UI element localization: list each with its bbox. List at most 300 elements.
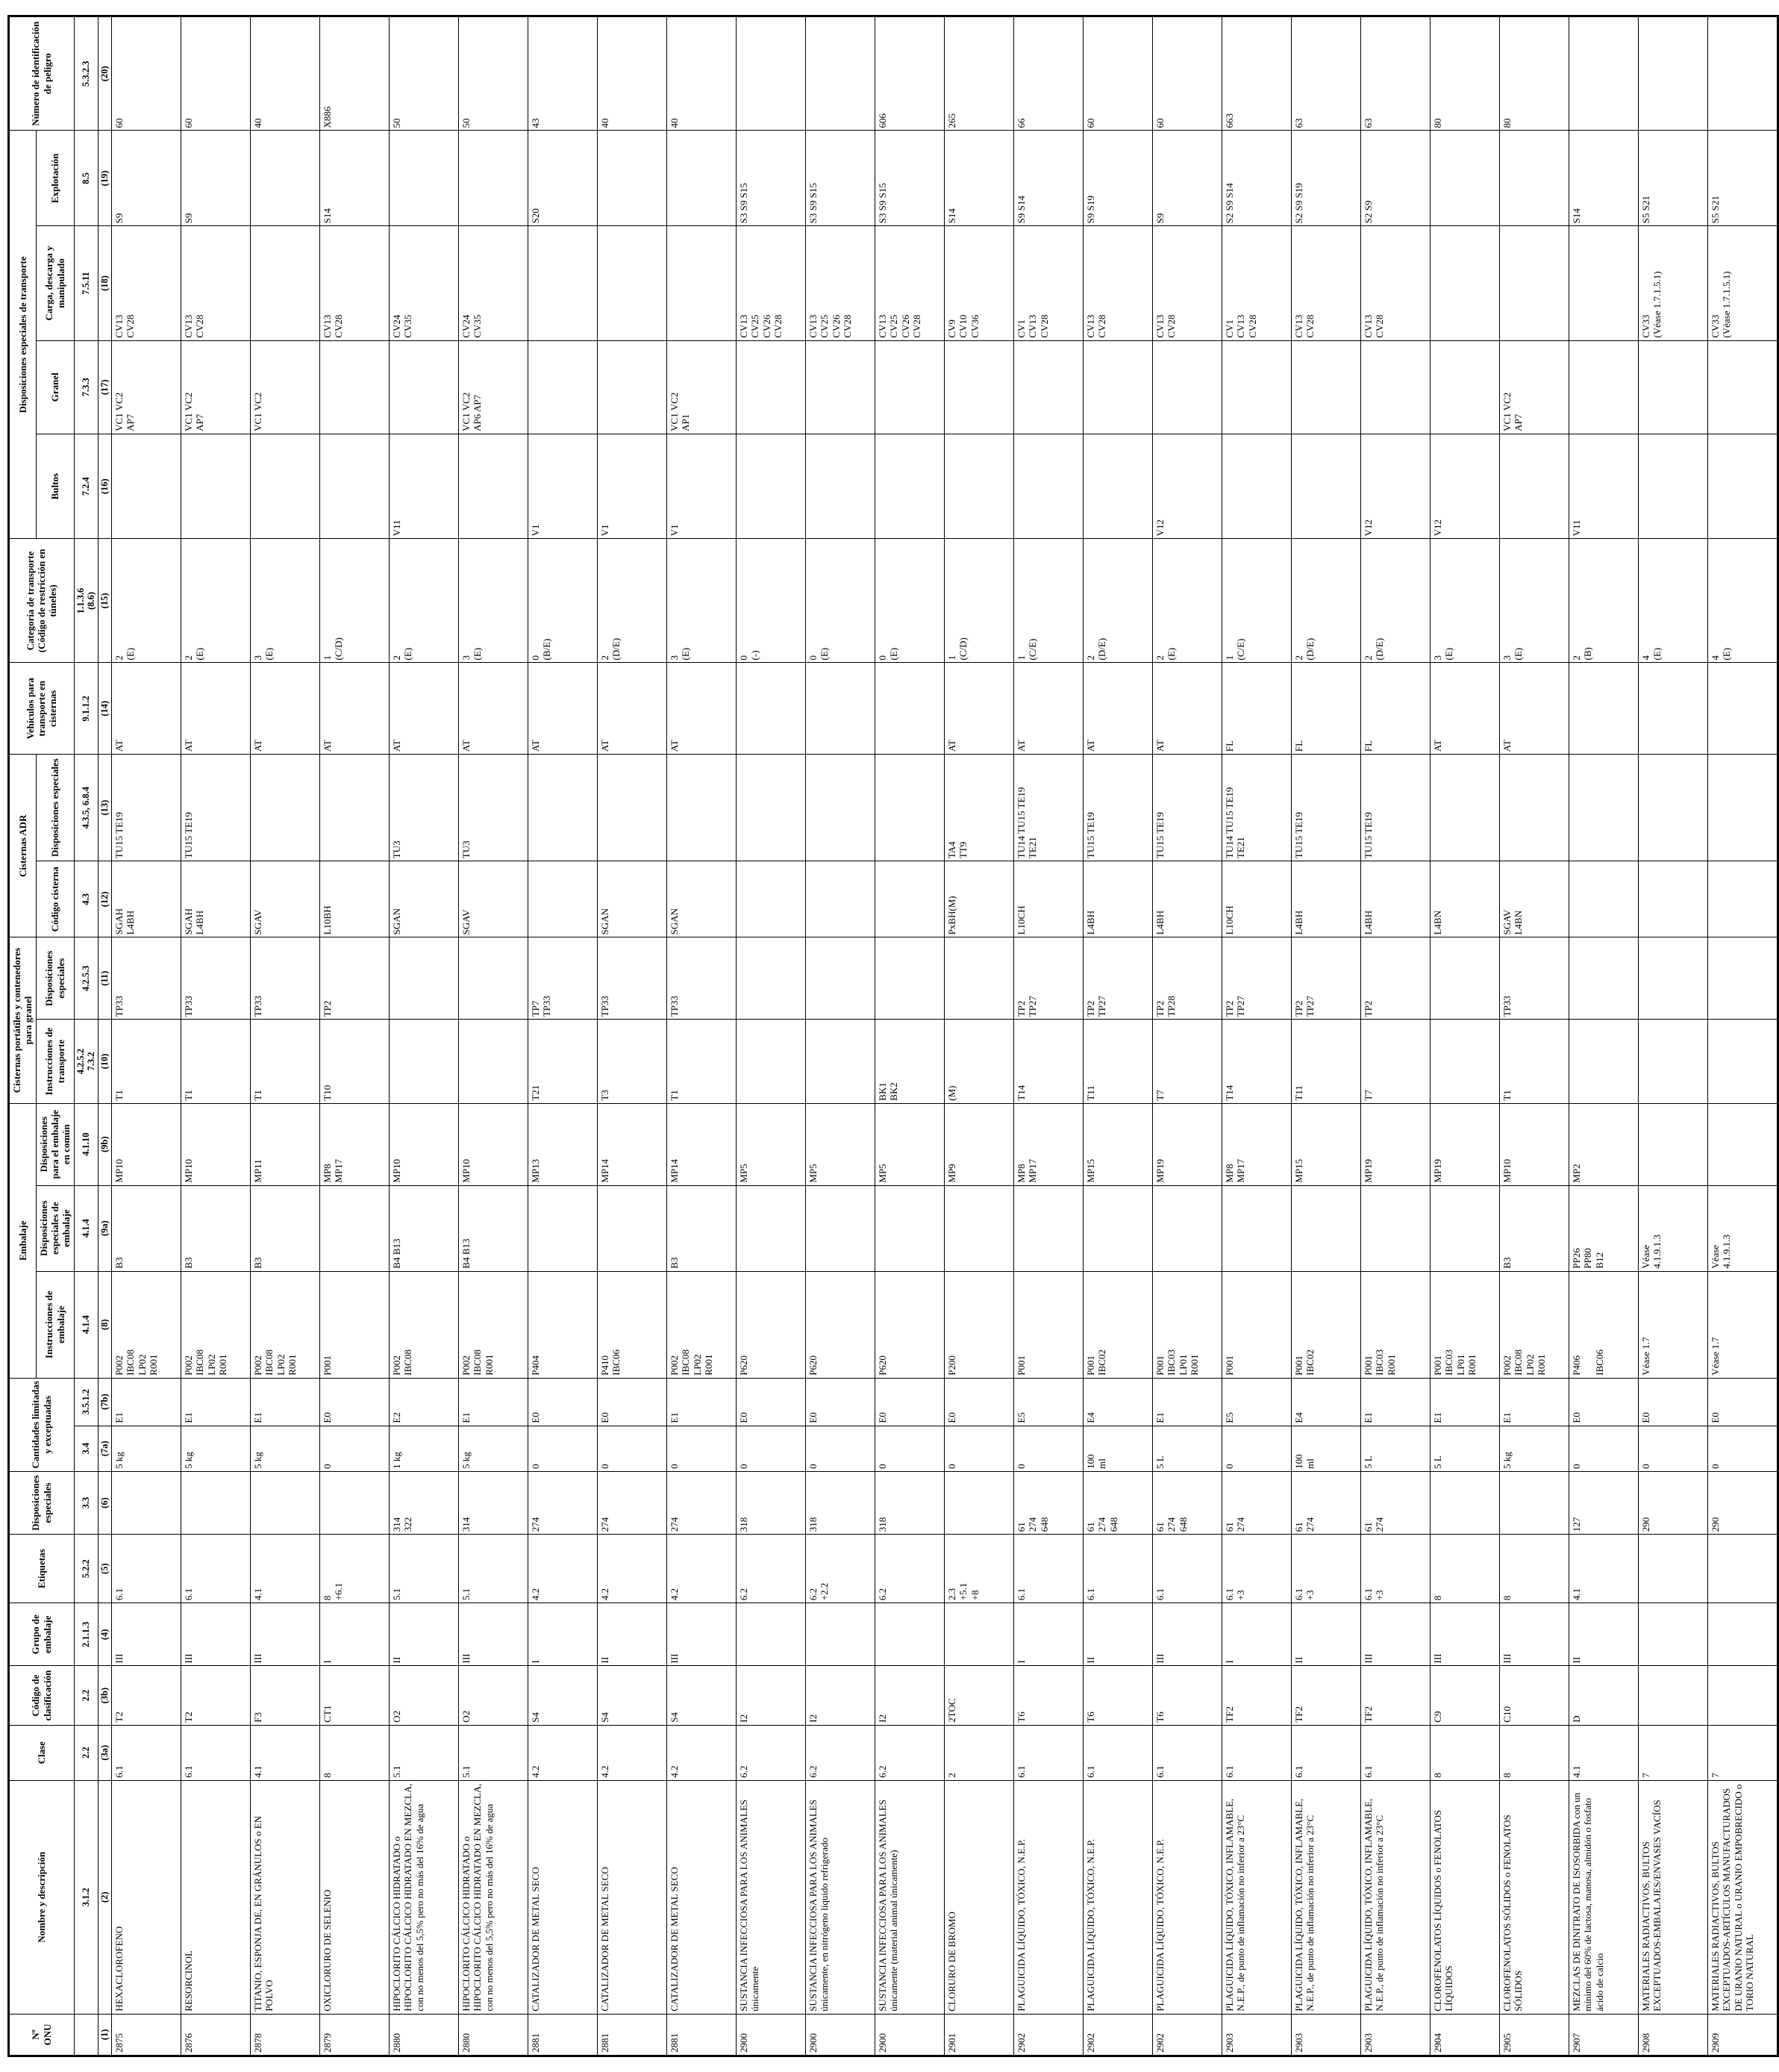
table-cell: 4 (E) xyxy=(1638,539,1707,663)
table-cell: I xyxy=(528,1603,597,1666)
table-cell xyxy=(1083,1185,1152,1271)
table-cell xyxy=(1152,1185,1222,1271)
un-number-cell: 2881 xyxy=(666,2014,736,2056)
table-row xyxy=(1499,16,1569,2056)
table-cell xyxy=(805,937,875,1020)
table-cell xyxy=(736,755,805,861)
table-cell xyxy=(944,937,1013,1020)
table-cell: V12 xyxy=(1360,434,1430,539)
substance-name-cell: PLAGUICIDA LÍQUIDO, TÓXICO, N.E.P. xyxy=(1013,1780,1083,2014)
table-cell: 0 xyxy=(597,1426,666,1471)
substance-name-cell: HIPOCLORITO CÁLCICO HIDRATADO o HIPOCLORITO CÁLCICO HIDRATADO EN MEZCLA, con no menos del 5,5% pero no más del 16% de agua xyxy=(389,1780,458,2014)
table-cell xyxy=(528,1185,597,1271)
header-packages: Bultos xyxy=(36,434,74,539)
reference-cell: 2.1.1.3 xyxy=(74,1603,99,1666)
table-cell xyxy=(319,755,389,861)
table-cell: E4 xyxy=(1291,1378,1360,1426)
table-cell xyxy=(528,340,597,434)
table-row xyxy=(666,16,736,2056)
table-cell: V1 xyxy=(666,434,736,539)
table-cell: AT xyxy=(666,663,736,755)
table-cell xyxy=(319,1185,389,1271)
table-cell: T2 xyxy=(181,1666,250,1725)
table-cell: 314 xyxy=(458,1471,528,1534)
table-cell: AT xyxy=(1430,663,1499,755)
column-number-cell: (19) xyxy=(99,131,112,226)
substance-name-cell: CLORURO DE BROMO xyxy=(944,1780,1013,2014)
table-cell xyxy=(875,1185,944,1271)
table-header xyxy=(9,16,112,2056)
table-cell: E0 xyxy=(805,1378,875,1426)
table-cell: L4BH xyxy=(1291,861,1360,937)
table-cell xyxy=(736,1020,805,1103)
table-row xyxy=(1638,16,1707,2056)
table-row xyxy=(319,16,389,2056)
table-cell: P002 IBC08 xyxy=(389,1271,458,1378)
table-cell: C9 xyxy=(1430,1666,1499,1725)
table-cell: L10CH xyxy=(1013,861,1083,937)
table-cell: 40 xyxy=(250,16,319,131)
table-cell: D xyxy=(1569,1666,1638,1725)
un-number-cell: 2905 xyxy=(1499,2014,1569,2056)
reference-cell xyxy=(74,2014,99,2056)
un-number-cell: 2880 xyxy=(458,2014,528,2056)
table-cell xyxy=(111,434,181,539)
table-cell: SGAN xyxy=(389,861,458,937)
table-cell: 318 xyxy=(736,1471,805,1534)
reference-cell: 4.3.5, 6.8.4 xyxy=(74,755,99,861)
table-cell: 4.2 xyxy=(597,1725,666,1780)
table-cell: 0 xyxy=(944,1426,1013,1471)
table-cell: 4.2 xyxy=(528,1535,597,1603)
table-cell: 60 xyxy=(181,16,250,131)
table-cell xyxy=(1638,1103,1707,1185)
table-cell xyxy=(1360,1185,1430,1271)
table-cell: TU3 xyxy=(389,755,458,861)
table-cell: E0 xyxy=(1638,1378,1707,1426)
table-cell xyxy=(1707,434,1778,539)
table-cell: AT xyxy=(528,663,597,755)
un-number-cell: 2900 xyxy=(875,2014,944,2056)
table-cell xyxy=(319,434,389,539)
table-cell: 50 xyxy=(458,16,528,131)
reference-cell: 3.5.1.2 xyxy=(74,1378,99,1426)
table-cell: 61 274 648 xyxy=(1152,1471,1222,1534)
table-cell xyxy=(319,340,389,434)
column-number-cell: (5) xyxy=(99,1535,112,1603)
un-number-cell: 2880 xyxy=(389,2014,458,2056)
substance-name-cell: SUSTANCIA INFECCIOSA PARA LOS ANIMALES únicamente, en nitrógeno líquido refrigerado xyxy=(805,1780,875,2014)
table-cell: I2 xyxy=(736,1666,805,1725)
table-cell: L10CH xyxy=(1222,861,1291,937)
table-cell: S2 S9 xyxy=(1360,131,1430,226)
column-number-cell: (1) xyxy=(99,2014,112,2056)
reference-cell: 3.1.2 xyxy=(74,1780,99,2014)
table-cell: TF2 xyxy=(1222,1666,1291,1725)
table-cell: 0 xyxy=(666,1426,736,1471)
un-number-cell: 2881 xyxy=(597,2014,666,2056)
table-cell xyxy=(875,1603,944,1666)
table-cell: CV24 CV35 xyxy=(458,226,528,340)
table-cell: 6.1 xyxy=(1013,1535,1083,1603)
table-cell: 606 xyxy=(875,16,944,131)
table-cell: PxBH(M) xyxy=(944,861,1013,937)
table-cell: CV24 CV35 xyxy=(389,226,458,340)
table-cell: 4.2 xyxy=(528,1725,597,1780)
table-cell: 0 xyxy=(875,1426,944,1471)
table-cell: 1 (C/D) xyxy=(319,539,389,663)
table-cell: E0 xyxy=(1569,1378,1638,1426)
table-cell xyxy=(944,1471,1013,1534)
table-cell: E1 xyxy=(181,1378,250,1426)
table-cell: CV13 CV25 CV26 CV28 xyxy=(875,226,944,340)
table-cell xyxy=(528,755,597,861)
table-cell: C10 xyxy=(1499,1666,1569,1725)
header-adr-tank-special: Disposiciones especiales xyxy=(36,755,74,861)
table-cell: T7 xyxy=(1152,1020,1222,1103)
table-row xyxy=(528,16,597,2056)
table-cell: MP15 xyxy=(1291,1103,1360,1185)
table-cell: E4 xyxy=(1083,1378,1152,1426)
table-cell: V1 xyxy=(528,434,597,539)
table-cell xyxy=(597,755,666,861)
column-number-cell: (18) xyxy=(99,226,112,340)
table-cell xyxy=(1638,434,1707,539)
table-cell: III xyxy=(181,1603,250,1666)
table-cell xyxy=(597,131,666,226)
table-cell: 6.1 xyxy=(1360,1725,1430,1780)
table-cell xyxy=(458,434,528,539)
table-cell: L4BH xyxy=(1360,861,1430,937)
table-cell: 0 xyxy=(1013,1426,1083,1471)
table-cell: B4 B13 xyxy=(458,1185,528,1271)
table-cell xyxy=(805,340,875,434)
dangerous-goods-table-wrapper xyxy=(7,15,1755,2057)
table-cell: SGAH L4BH xyxy=(111,861,181,937)
table-cell: P001 xyxy=(1222,1271,1291,1378)
un-number-cell: 2900 xyxy=(736,2014,805,2056)
table-cell: 5 kg xyxy=(181,1426,250,1471)
table-cell: L4BH xyxy=(1083,861,1152,937)
substance-name-cell: CATALIZADOR DE METAL SECO xyxy=(597,1780,666,2014)
un-number-cell: 2902 xyxy=(1013,2014,1083,2056)
table-cell xyxy=(458,1020,528,1103)
substance-name-cell: MATERIALES RADIACTIVOS, BULTOS EXCEPTUADOS-ARTÍCULOS MANUFACTURADOS DE URANIO NATURAL o URANIO EMPOBRECIDO o TORIO NATURAL xyxy=(1707,1780,1778,2014)
table-cell: 0 xyxy=(1569,1426,1638,1471)
table-cell: 8 xyxy=(319,1725,389,1780)
table-cell: 3 (E) xyxy=(250,539,319,663)
reference-cell: 7.3.3 xyxy=(74,340,99,434)
table-cell: SGAN xyxy=(666,861,736,937)
table-cell: V12 xyxy=(1152,434,1222,539)
table-cell: B3 xyxy=(1499,1185,1569,1271)
table-cell: TP2 xyxy=(319,937,389,1020)
table-cell: 66 xyxy=(1013,16,1083,131)
table-cell: S14 xyxy=(944,131,1013,226)
column-number-cell: (11) xyxy=(99,937,112,1020)
table-cell: AT xyxy=(458,663,528,755)
table-cell: T14 xyxy=(1013,1020,1083,1103)
table-cell xyxy=(1569,226,1638,340)
table-cell: TU14 TU15 TE19 TE21 xyxy=(1222,755,1291,861)
table-cell: III xyxy=(1360,1603,1430,1666)
table-cell: 6.1 xyxy=(1013,1725,1083,1780)
table-cell: 5.1 xyxy=(389,1535,458,1603)
table-row xyxy=(389,16,458,2056)
table-cell xyxy=(1499,131,1569,226)
table-cell xyxy=(319,1471,389,1534)
table-cell xyxy=(666,131,736,226)
table-cell: 318 xyxy=(875,1471,944,1534)
table-cell xyxy=(1638,1535,1707,1603)
table-cell: BK1 BK2 xyxy=(875,1020,944,1103)
table-cell: 6.1 xyxy=(1222,1725,1291,1780)
table-cell: TU15 TE19 xyxy=(1291,755,1360,861)
table-cell: T6 xyxy=(1083,1666,1152,1725)
table-cell: T11 xyxy=(1291,1020,1360,1103)
table-cell: E0 xyxy=(528,1378,597,1426)
table-cell xyxy=(805,1020,875,1103)
table-cell: 61 274 648 xyxy=(1013,1471,1083,1534)
table-cell: E0 xyxy=(736,1378,805,1426)
column-number-cell: (4) xyxy=(99,1603,112,1666)
table-cell: 0 xyxy=(1707,1426,1778,1471)
table-cell: SGAV L4BN xyxy=(1499,861,1569,937)
table-cell: TP2 TP27 xyxy=(1291,937,1360,1020)
header-labels: Etiquetas xyxy=(9,1535,75,1603)
table-cell: 2TOC xyxy=(944,1666,1013,1725)
table-cell: T6 xyxy=(1152,1666,1222,1725)
table-cell: 2 (B) xyxy=(1569,539,1638,663)
table-cell: 5 L xyxy=(1152,1426,1222,1471)
header-packing-group: Grupo de embalaje xyxy=(9,1603,75,1666)
table-cell: TU14 TU15 TE19 TE21 xyxy=(1013,755,1083,861)
table-cell: Véase 4.1.9.1.3 xyxy=(1707,1185,1778,1271)
reference-cell: 1.1.3.6 (8.6) xyxy=(74,539,99,663)
table-cell: B4 B13 xyxy=(389,1185,458,1271)
table-row xyxy=(1569,16,1638,2056)
table-cell xyxy=(944,434,1013,539)
table-cell xyxy=(736,937,805,1020)
table-cell: III xyxy=(666,1603,736,1666)
header-special-provisions: Disposiciones especiales xyxy=(9,1471,75,1534)
table-cell: S2 S9 S14 xyxy=(1222,131,1291,226)
table-cell: 60 xyxy=(1083,16,1152,131)
table-cell: Véase 4.1.9.1.3 xyxy=(1638,1185,1707,1271)
table-cell xyxy=(736,861,805,937)
table-cell: P002 IBC08 R001 xyxy=(458,1271,528,1378)
table-cell: E2 xyxy=(389,1378,458,1426)
column-number-cell: (6) xyxy=(99,1471,112,1534)
header-special-packing-provisions: Disposiciones especiales de embalaje xyxy=(36,1185,74,1271)
table-cell xyxy=(1569,937,1638,1020)
table-cell: L4BH xyxy=(1152,861,1222,937)
table-cell: 2 (D/E) xyxy=(1360,539,1430,663)
table-cell: MP19 xyxy=(1430,1103,1499,1185)
reference-cell: 4.1.4 xyxy=(74,1271,99,1378)
reference-cell: 4.1.4 xyxy=(74,1185,99,1271)
table-cell xyxy=(1430,1020,1499,1103)
header-limited-quantities: Cantidades limitadas y exceptuadas xyxy=(9,1378,75,1471)
table-cell: II xyxy=(389,1603,458,1666)
table-cell: 4.1 xyxy=(250,1725,319,1780)
table-cell: 7 xyxy=(1707,1725,1778,1780)
table-cell xyxy=(1707,1103,1778,1185)
table-cell xyxy=(1430,755,1499,861)
table-cell: 1 (C/D) xyxy=(944,539,1013,663)
table-cell: 3 (E) xyxy=(1430,539,1499,663)
table-cell: 3 (E) xyxy=(666,539,736,663)
table-cell: 6.2 xyxy=(736,1535,805,1603)
table-row xyxy=(1083,16,1152,2056)
table-cell xyxy=(458,131,528,226)
table-cell: 2 (E) xyxy=(111,539,181,663)
table-cell: CT1 xyxy=(319,1666,389,1725)
column-number-cell: (20) xyxy=(99,16,112,131)
table-cell xyxy=(389,340,458,434)
table-cell: III xyxy=(1430,1603,1499,1666)
table-cell: AT xyxy=(1499,663,1569,755)
table-cell: MP15 xyxy=(1083,1103,1152,1185)
table-cell: E0 xyxy=(1707,1378,1778,1426)
table-cell: 8 xyxy=(1430,1725,1499,1780)
table-cell: P001 IBC03 LP01 R001 xyxy=(1430,1271,1499,1378)
table-cell: P001 xyxy=(1013,1271,1083,1378)
table-cell: 0 xyxy=(736,1426,805,1471)
table-cell: 1 (C/E) xyxy=(1013,539,1083,663)
reference-cell: 5.3.2.3 xyxy=(74,16,99,131)
table-cell: 265 xyxy=(944,16,1013,131)
table-cell xyxy=(1707,755,1778,861)
table-cell xyxy=(1430,1471,1499,1534)
table-cell: 318 xyxy=(805,1471,875,1534)
table-cell: AT xyxy=(319,663,389,755)
table-cell: P001 IBC02 xyxy=(1291,1271,1360,1378)
reference-cell: 4.2.5.3 xyxy=(74,937,99,1020)
table-cell xyxy=(805,861,875,937)
un-number-cell: 2878 xyxy=(250,2014,319,2056)
table-cell: O2 xyxy=(389,1666,458,1725)
table-cell: 5 L xyxy=(1430,1426,1499,1471)
dangerous-goods-table xyxy=(7,15,1779,2057)
table-cell: P410 IBC06 xyxy=(597,1271,666,1378)
table-cell: FL xyxy=(1291,663,1360,755)
table-cell xyxy=(875,861,944,937)
table-cell xyxy=(805,1185,875,1271)
table-cell: 6.1 xyxy=(111,1535,181,1603)
table-cell xyxy=(1360,340,1430,434)
table-cell: S3 S9 S15 xyxy=(805,131,875,226)
table-cell: F3 xyxy=(250,1666,319,1725)
table-cell: E0 xyxy=(597,1378,666,1426)
table-cell xyxy=(250,131,319,226)
table-cell: TP2 TP27 xyxy=(1083,937,1152,1020)
table-cell: II xyxy=(1569,1603,1638,1666)
reference-cell: 3.4 xyxy=(74,1426,99,1471)
table-cell: 663 xyxy=(1222,16,1291,131)
table-row xyxy=(458,16,528,2056)
table-cell: TP2 TP27 xyxy=(1222,937,1291,1020)
table-cell: TF2 xyxy=(1360,1666,1430,1725)
table-cell: 100 ml xyxy=(1083,1426,1152,1471)
table-cell: MP2 xyxy=(1569,1103,1638,1185)
header-vehicle-tank: Vehículos para transporte en cisternas xyxy=(9,663,75,755)
table-cell: SGAH L4BH xyxy=(181,861,250,937)
header-operation: Explotación xyxy=(36,131,74,226)
table-cell: I xyxy=(319,1603,389,1666)
table-cell: 6.1 xyxy=(1291,1725,1360,1780)
table-cell: MP5 xyxy=(736,1103,805,1185)
table-cell: P404 xyxy=(528,1271,597,1378)
table-cell: P002 IBC08 LP02 R001 xyxy=(111,1271,181,1378)
table-cell xyxy=(1083,340,1152,434)
table-cell: CV13 CV28 xyxy=(1152,226,1222,340)
table-cell: T11 xyxy=(1083,1020,1152,1103)
table-cell: 6.1 xyxy=(1083,1725,1152,1780)
column-number-cell: (16) xyxy=(99,434,112,539)
table-cell xyxy=(1638,1603,1707,1666)
table-cell: 40 xyxy=(666,16,736,131)
table-cell: MP14 xyxy=(597,1103,666,1185)
table-cell: TU15 TE19 xyxy=(1360,755,1430,861)
table-cell xyxy=(389,937,458,1020)
table-cell: I2 xyxy=(875,1666,944,1725)
table-cell: MP14 xyxy=(666,1103,736,1185)
table-cell xyxy=(1499,226,1569,340)
table-cell: MP10 xyxy=(111,1103,181,1185)
table-cell: I xyxy=(1013,1603,1083,1666)
table-cell: 6.1 xyxy=(181,1535,250,1603)
table-cell xyxy=(250,755,319,861)
substance-name-cell: CATALIZADOR DE METAL SECO xyxy=(528,1780,597,2014)
table-cell: MP5 xyxy=(805,1103,875,1185)
column-number-cell: (13) xyxy=(99,755,112,861)
reference-cell: 2.2 xyxy=(74,1725,99,1780)
table-cell: 8 xyxy=(1499,1535,1569,1603)
header-tank-code: Código cisterna xyxy=(36,861,74,937)
table-cell xyxy=(875,755,944,861)
table-cell: TU3 xyxy=(458,755,528,861)
table-cell: III xyxy=(111,1603,181,1666)
table-cell: 7 xyxy=(1638,1725,1707,1780)
table-cell: 40 xyxy=(597,16,666,131)
table-cell: 5 kg xyxy=(250,1426,319,1471)
table-cell xyxy=(1430,340,1499,434)
table-cell xyxy=(1638,1666,1707,1725)
table-cell: P200 xyxy=(944,1271,1013,1378)
table-cell xyxy=(875,663,944,755)
table-cell: 2 (E) xyxy=(389,539,458,663)
column-number-cell: (7a) xyxy=(99,1426,112,1471)
substance-name-cell: TITANIO, ESPONJA DE, EN GRÁNULOS o EN POLVO xyxy=(250,1780,319,2014)
table-cell: P001 xyxy=(319,1271,389,1378)
table-row xyxy=(736,16,805,2056)
table-cell: 6.2 xyxy=(875,1725,944,1780)
table-cell: 2.3 +5.1 +8 xyxy=(944,1535,1013,1603)
table-row xyxy=(1430,16,1499,2056)
table-cell: 0 (E) xyxy=(875,539,944,663)
un-number-cell: 2903 xyxy=(1222,2014,1291,2056)
table-row xyxy=(875,16,944,2056)
substance-name-cell: CATALIZADOR DE METAL SECO xyxy=(666,1780,736,2014)
table-cell xyxy=(111,1471,181,1534)
header-loading: Carga, descarga y manipulado xyxy=(36,226,74,340)
table-cell xyxy=(944,1185,1013,1271)
table-cell: S3 S9 S15 xyxy=(875,131,944,226)
header-tank-instructions: Instrucciones de transporte xyxy=(36,1020,74,1103)
table-cell: 2 (E) xyxy=(181,539,250,663)
table-cell xyxy=(1569,1020,1638,1103)
